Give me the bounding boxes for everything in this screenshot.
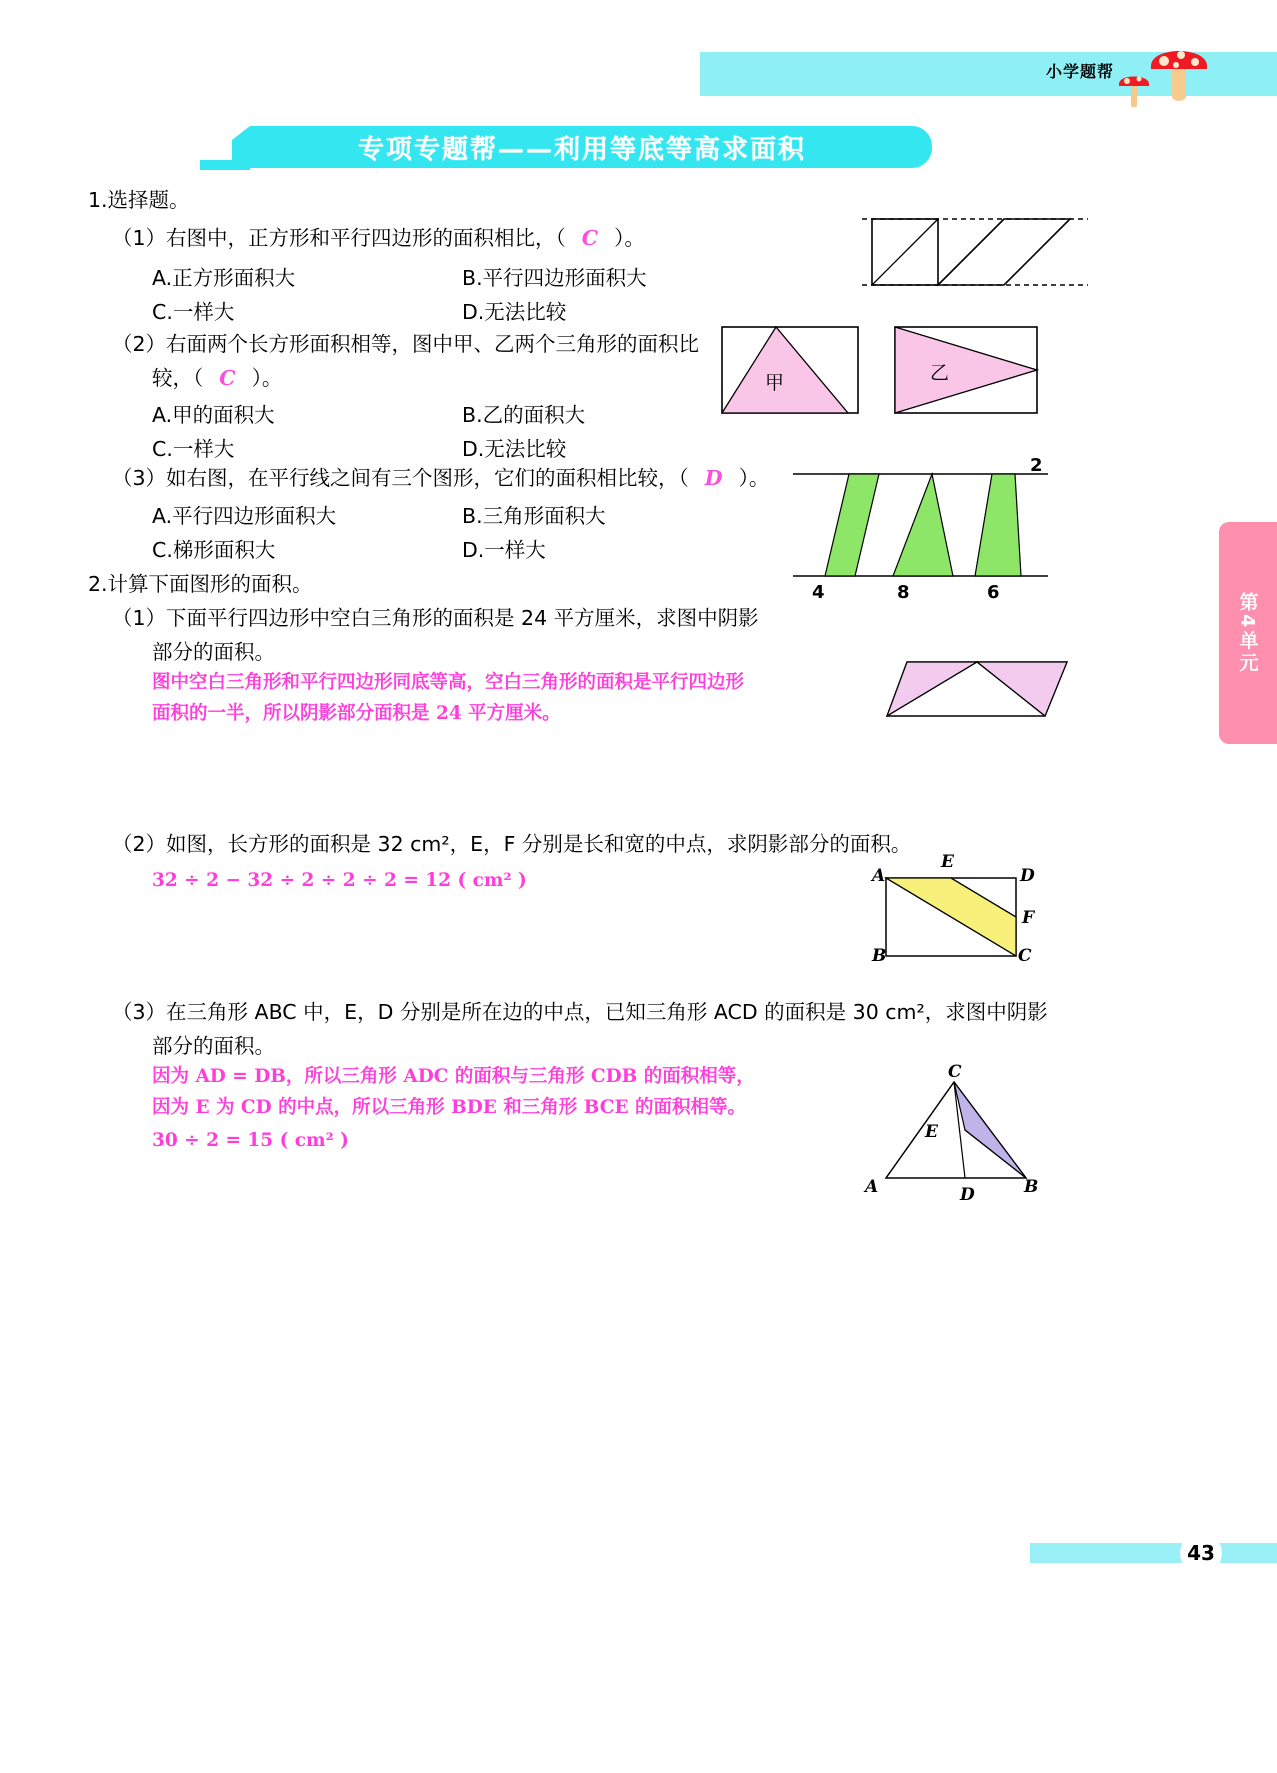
figure-2-2-vertex-e: E	[941, 852, 954, 872]
figure-2-3-vertex-a: A	[865, 1177, 879, 1197]
question-1-1-option-c[interactable]: C.一样大	[152, 300, 235, 324]
question-1-3-text: （3）如右图，在平行线之间有三个图形，它们的面积相比较，（	[112, 466, 689, 490]
figure-2-3-vertex-c: C	[948, 1062, 962, 1082]
question-1-1-option-d[interactable]: D.无法比较	[462, 300, 567, 324]
question-1-1-option-b[interactable]: B.平行四边形面积大	[462, 266, 647, 290]
question-1-1-option-a[interactable]: A.正方形面积大	[152, 266, 296, 290]
unit-side-tab	[1219, 522, 1277, 744]
figure-2-2-vertex-d: D	[1020, 866, 1035, 886]
figure-1-3-height-label: 2	[1030, 455, 1043, 476]
label-jia: 甲	[765, 372, 785, 394]
question-2-3-stem-line2: 部分的面积。	[152, 1034, 275, 1058]
question-1-2-stem: （2）右面两个长方形面积相等，图中甲、乙两个三角形的面积比	[112, 332, 700, 356]
figure-1-3-base-label-2: 8	[897, 582, 910, 603]
question-1-1-stem	[112, 224, 645, 254]
label-yi: 乙	[930, 362, 950, 384]
question-1-3-option-a[interactable]: A.平行四边形面积大	[152, 504, 337, 528]
question-1-3-option-c[interactable]: C.梯形面积大	[152, 538, 276, 562]
question-1-2-option-d[interactable]: D.无法比较	[462, 437, 567, 461]
figure-2-2-vertex-c: C	[1018, 946, 1032, 966]
question-1-3-option-b[interactable]: B.三角形面积大	[462, 504, 606, 528]
figure-2-2-vertex-a: A	[872, 866, 886, 886]
figure-rect-yi	[893, 325, 1039, 415]
figure-2-2-vertex-b: B	[872, 946, 887, 966]
question-2-1-solution-line2: 面积的一半，所以阴影部分面积是 24 平方厘米。	[152, 703, 561, 724]
question-1-2-answer[interactable]: C	[219, 366, 236, 390]
question-2-1-stem-line1: （1）下面平行四边形中空白三角形的面积是 24 平方厘米，求图中阴影	[112, 606, 759, 630]
page-number-bar	[1030, 1543, 1277, 1563]
question-1-2-option-a[interactable]: A.甲的面积大	[152, 403, 275, 427]
question-1-3-close: ）。	[738, 466, 770, 490]
question-1-1-text: （1）右图中，正方形和平行四边形的面积相比，（	[112, 226, 566, 250]
question-2-3-solution-line2: 因为 E 为 CD 的中点，所以三角形 BDE 和三角形 BCE 的面积相等。	[152, 1097, 746, 1118]
question-1-2-option-c[interactable]: C.一样大	[152, 437, 235, 461]
question-2-3-stem-line1: （3）在三角形 ABC 中，E，D 分别是所在边的中点，已知三角形 ACD 的面积是 30 cm²，求图中阴影	[112, 1000, 1048, 1024]
figure-triangle-abc	[874, 1068, 1044, 1188]
question-2-1-stem-line2: 部分的面积。	[152, 640, 275, 664]
title-banner	[232, 126, 932, 168]
header-brand: 小学题帮	[1046, 62, 1115, 81]
question-1-2-text2: 较，（	[152, 366, 204, 390]
figure-rect-abcd	[872, 868, 1035, 968]
question-2-1-solution-line1: 图中空白三角形和平行四边形同底等高，空白三角形的面积是平行四边形	[152, 672, 745, 693]
question-1-2-option-b[interactable]: B.乙的面积大	[462, 403, 586, 427]
figure-1-3-base-label-1: 4	[812, 582, 825, 603]
question-1-3-option-d[interactable]: D.一样大	[462, 538, 546, 562]
figure-2-3-vertex-d: D	[960, 1185, 975, 1205]
page-number: 43	[1180, 1532, 1222, 1574]
figure-1-3-base-label-3: 6	[987, 582, 1000, 603]
figure-2-3-vertex-e: E	[925, 1122, 938, 1142]
section-1-heading: 1.选择题。	[88, 188, 190, 212]
question-1-1-close: ）。	[614, 226, 645, 250]
figure-2-2-vertex-f: F	[1022, 908, 1035, 928]
section-2-heading: 2.计算下面图形的面积。	[88, 572, 313, 596]
figure-shapes-between-parallels	[793, 462, 1048, 584]
question-1-3-stem	[112, 464, 769, 494]
unit-side-tab-label: 第4单元	[1236, 591, 1259, 675]
figure-rect-jia	[720, 325, 860, 415]
question-1-2-stem-line2	[152, 364, 282, 394]
question-2-3-solution-line3: 30 ÷ 2 = 15 ( cm² )	[152, 1130, 349, 1151]
question-2-3-solution-line1: 因为 AD = DB，所以三角形 ADC 的面积与三角形 CDB 的面积相等，	[152, 1066, 755, 1087]
question-1-3-answer[interactable]: D	[704, 466, 723, 490]
figure-2-3-vertex-b: B	[1024, 1177, 1039, 1197]
figure-parallelogram-shaded	[885, 660, 1070, 720]
question-2-2-solution: 32 ÷ 2 − 32 ÷ 2 ÷ 2 ÷ 2 = 12 ( cm² )	[152, 870, 527, 891]
question-1-1-answer[interactable]: C	[581, 226, 599, 250]
mushroom-icon-large	[1148, 38, 1210, 104]
figure-square-parallelogram	[860, 212, 1090, 292]
question-2-2-stem: （2）如图，长方形的面积是 32 cm²，E，F 分别是长和宽的中点，求阴影部分的面积。	[112, 832, 912, 856]
page-title: 专项专题帮——利用等底等高求面积	[357, 134, 806, 165]
question-1-2-close: ）。	[251, 366, 283, 390]
